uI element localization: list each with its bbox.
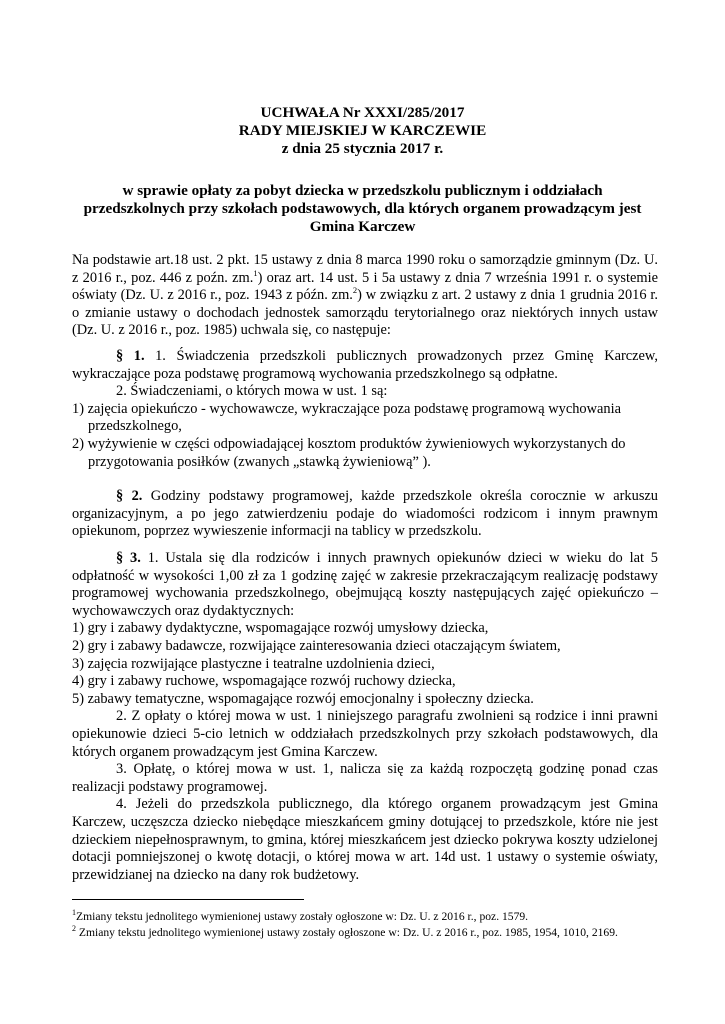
footnote-1-mark: 1 bbox=[72, 908, 76, 918]
section-3-paragraph-4: 4. Jeżeli do przedszkola publicznego, dla którego organem prowadzącym jest Gmina Karczew, uczęszcza dziecko niebędące mieszkańcem gminy dotującej to przedszkole, które nie jest dzieckiem niepełnosprawnym, to gmina, której mieszkańcem jest dziecko pokrywa koszty udzielonej dotacji pomniejszonej o kwotę dotacji, o której mowa w art. 14d ust. 1 ustawy o systemie oświaty, przewidzianej na dziecko na dany rok budżetowy. bbox=[72, 796, 658, 883]
resolution-subject bbox=[60, 182, 665, 236]
footnote-2 bbox=[72, 926, 672, 940]
section-3-paragraph-2: 2. Z opłaty o której mowa w ust. 1 niniejszego paragrafu zwolnieni są rodzice i inni prawni opiekunowie dzieci 5-cio letnich w oddziałach przedszkolnych przy szkołach podstawowych, dla których organem prowadzącym jest Gmina Karczew. bbox=[72, 708, 658, 760]
section-3-paragraph-1 bbox=[72, 550, 658, 620]
section-3-item-2: 2) gry i zabawy badawcze, rozwijające zainteresowania dzieci otaczającym światem, bbox=[72, 637, 561, 654]
section-1-paragraph-2: 2. Świadczeniami, o których mowa w ust. 1 są: bbox=[116, 383, 388, 400]
section-1-item-2: 2) wyżywienie w części odpowiadającej kosztom produktów żywieniowych wykorzystanych do przygotowania posiłków (zwanych „stawką żywieniową” ). bbox=[72, 435, 626, 470]
footnote-1 bbox=[72, 910, 672, 924]
title-line-2: RADY MIEJSKIEJ W KARCZEWIE bbox=[238, 122, 487, 139]
section-3-item-5: 5) zabawy tematyczne, wspomagające rozwój emocjonalny i społeczny dziecka. bbox=[72, 690, 534, 707]
footnote-separator bbox=[72, 899, 304, 900]
footnote-ref-2: 2 bbox=[352, 285, 358, 296]
section-3-item-4: 4) gry i zabawy ruchowe, wspomagające rozwój ruchowy dziecka, bbox=[72, 673, 456, 690]
footnote-2-text: Zmiany tekstu jednolitego wymienionej ustawy zostały ogłoszone w: Dz. U. z 2016 r., poz. 1985, 1954, 1010, 2169. bbox=[76, 926, 618, 939]
title-line-3: z dnia 25 stycznia 2017 r. bbox=[281, 140, 444, 157]
section-1-item-1: 1) zajęcia opiekuńczo - wychowawcze, wykraczające poza podstawę programową wychowania przedszkolnego, bbox=[72, 400, 621, 435]
section-2-text: Godziny podstawy programowej, każde przedszkole określa corocznie w arkuszu organizacyjnym, a po jego zatwierdzeniu podaje do wiadomości rodzicom i innym prawnym opiekunom, poprzez wywieszenie informacji na tablicy w przedszkolu. bbox=[72, 488, 658, 540]
subject-line-2: przedszkolnych przy szkołach podstawowych, dla których organem prowadzącym jest bbox=[83, 200, 642, 217]
section-3-label: § 3. bbox=[116, 550, 141, 566]
section-2-paragraph bbox=[72, 488, 658, 541]
section-1-paragraph-1 bbox=[72, 348, 658, 383]
legal-basis-paragraph bbox=[72, 252, 658, 340]
subject-line-1: w sprawie opłaty za pobyt dziecka w przedszkolu publicznym i oddziałach bbox=[122, 182, 603, 199]
footnote-1-text: Zmiany tekstu jednolitego wymienionej ustawy zostały ogłoszone w: Dz. U. z 2016 r., poz. 1579. bbox=[76, 910, 529, 923]
footnote-ref-1: 1 bbox=[253, 267, 258, 278]
section-3 bbox=[72, 550, 658, 884]
footnote-2-mark: 2 bbox=[72, 924, 76, 934]
section-1-label: § 1. bbox=[116, 348, 145, 364]
section-3-item-3: 3) zajęcia rozwijające plastyczne i teatralne uzdolnienia dzieci, bbox=[72, 655, 435, 672]
basis-part-3: ) w związku z art. 2 ustawy z dnia 1 grudnia 2016 r. o zmianie ustawy o dochodach jednostek samorządu terytorialnego oraz niektórych innych ustaw (Dz. U. z 2016 r., poz. 1985) uchwala się, co następuje: bbox=[72, 287, 658, 339]
section-2 bbox=[72, 488, 658, 541]
basis-part-1: Na podstawie art.18 ust. 2 pkt. 15 ustawy z dnia 8 marca 1990 roku o samorządzie gminnym (Dz. U. z 2016 r., poz. 446 z poźn. zm. bbox=[72, 252, 658, 286]
section-3-text-1: 1. Ustala się dla rodziców i innych prawnych opiekunów dzieci w wieku do lat 5 odpłatność w wysokości 1,00 zł za 1 godzinę zajęć w zakresie przekraczającym realizację podstawy programowej wychowania przedszkolnego, obejmującą koszty następujących zajęć opiekuńczo – wychowawczych oraz dydaktycznych: bbox=[72, 550, 658, 619]
section-2-label: § 2. bbox=[116, 488, 143, 504]
section-3-paragraph-3: 3. Opłatę, o której mowa w ust. 1, nalicza się za każdą rozpoczętą godzinę ponad czas realizacji podstawy programowej. bbox=[72, 761, 658, 795]
subject-line-3: Gmina Karczew bbox=[309, 218, 416, 235]
section-1 bbox=[72, 348, 658, 471]
basis-part-2: ) oraz art. 14 ust. 5 i 5a ustawy z dnia 7 września 1991 r. o systemie oświaty (Dz. U. z 2016 r., poz. 1943 z późn. zm. bbox=[72, 269, 658, 304]
section-3-item-1: 1) gry i zabawy dydaktyczne, wspomagające rozwój umysłowy dziecka, bbox=[72, 620, 489, 637]
section-1-text-1: 1. Świadczenia przedszkoli publicznych prowadzonych przez Gminę Karczew, wykraczające poza podstawę programową wychowania przedszkolnego są odpłatne. bbox=[72, 348, 658, 382]
title-line-1: UCHWAŁA Nr XXXI/285/2017 bbox=[260, 104, 465, 121]
resolution-title bbox=[0, 104, 725, 158]
